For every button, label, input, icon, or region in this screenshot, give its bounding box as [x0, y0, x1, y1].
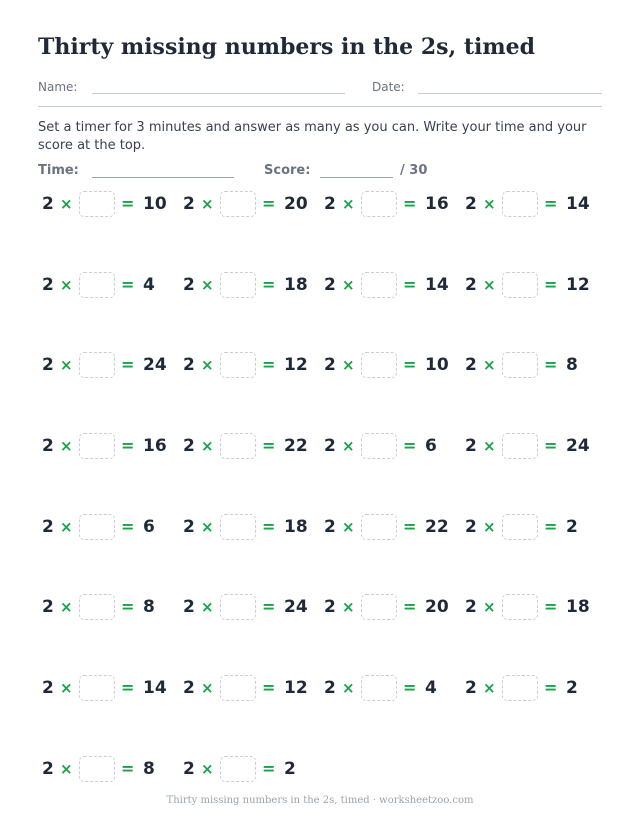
problem-factor: 2	[465, 436, 477, 456]
problem-item	[183, 514, 324, 542]
times-symbol: ×	[201, 518, 214, 536]
problem-product: 12	[566, 275, 590, 295]
score-field-line[interactable]	[320, 177, 393, 178]
answer-box[interactable]	[502, 675, 538, 701]
equals-symbol: =	[262, 436, 276, 455]
answer-box[interactable]	[79, 675, 115, 701]
problem-product: 22	[425, 517, 449, 537]
equals-symbol: =	[121, 436, 135, 455]
problem-item	[465, 514, 606, 542]
problem-item	[465, 191, 606, 219]
time-label: Time:	[38, 163, 79, 178]
problem-product: 8	[143, 597, 155, 617]
problem-factor: 2	[465, 275, 477, 295]
answer-box[interactable]	[79, 514, 115, 540]
problem-product: 20	[425, 597, 449, 617]
equals-symbol: =	[262, 759, 276, 778]
answer-box[interactable]	[502, 352, 538, 378]
problem-product: 6	[143, 517, 155, 537]
name-field-line[interactable]	[92, 93, 345, 94]
problem-product: 8	[566, 355, 578, 375]
problem-item	[42, 191, 183, 219]
answer-box[interactable]	[502, 272, 538, 298]
answer-box[interactable]	[79, 756, 115, 782]
problem-product: 18	[566, 597, 590, 617]
problem-factor: 2	[42, 194, 54, 214]
times-symbol: ×	[483, 195, 496, 213]
date-label: Date:	[372, 80, 405, 94]
problem-item	[42, 514, 183, 542]
problem-factor: 2	[183, 759, 195, 779]
times-symbol: ×	[201, 760, 214, 778]
equals-symbol: =	[121, 597, 135, 616]
equals-symbol: =	[544, 517, 558, 536]
answer-box[interactable]	[220, 594, 256, 620]
problem-factor: 2	[42, 436, 54, 456]
answer-box[interactable]	[361, 514, 397, 540]
answer-box[interactable]	[502, 514, 538, 540]
equals-symbol: =	[121, 678, 135, 697]
problem-item	[42, 756, 183, 784]
answer-box[interactable]	[361, 352, 397, 378]
answer-box[interactable]	[361, 675, 397, 701]
problem-item	[42, 272, 183, 300]
times-symbol: ×	[342, 679, 355, 697]
problem-item	[42, 675, 183, 703]
problem-factor: 2	[42, 275, 54, 295]
problem-factor: 2	[324, 678, 336, 698]
equals-symbol: =	[262, 355, 276, 374]
problem-factor: 2	[465, 355, 477, 375]
answer-box[interactable]	[220, 756, 256, 782]
times-symbol: ×	[60, 437, 73, 455]
times-symbol: ×	[60, 518, 73, 536]
times-symbol: ×	[483, 276, 496, 294]
problem-item	[324, 433, 465, 461]
problem-item	[324, 272, 465, 300]
equals-symbol: =	[544, 597, 558, 616]
problem-factor: 2	[42, 678, 54, 698]
problem-product: 10	[143, 194, 167, 214]
problem-item	[183, 433, 324, 461]
equals-symbol: =	[121, 355, 135, 374]
equals-symbol: =	[544, 436, 558, 455]
problem-item	[465, 272, 606, 300]
equals-symbol: =	[262, 517, 276, 536]
problem-product: 16	[425, 194, 449, 214]
problem-product: 24	[284, 597, 308, 617]
problem-factor: 2	[465, 597, 477, 617]
problem-factor: 2	[183, 275, 195, 295]
answer-box[interactable]	[220, 514, 256, 540]
problem-item	[324, 352, 465, 380]
equals-symbol: =	[121, 194, 135, 213]
problem-product: 24	[143, 355, 167, 375]
answer-box[interactable]	[361, 191, 397, 217]
times-symbol: ×	[342, 518, 355, 536]
equals-symbol: =	[403, 355, 417, 374]
times-symbol: ×	[201, 356, 214, 374]
problem-factor: 2	[324, 355, 336, 375]
time-score-row	[38, 163, 602, 183]
problem-factor: 2	[465, 517, 477, 537]
problem-item	[465, 433, 606, 461]
problem-factor: 2	[324, 436, 336, 456]
problem-factor: 2	[465, 194, 477, 214]
equals-symbol: =	[262, 275, 276, 294]
problem-product: 4	[425, 678, 437, 698]
problem-factor: 2	[42, 355, 54, 375]
answer-box[interactable]	[79, 594, 115, 620]
equals-symbol: =	[403, 517, 417, 536]
equals-symbol: =	[403, 275, 417, 294]
problem-factor: 2	[183, 517, 195, 537]
problem-item	[183, 352, 324, 380]
times-symbol: ×	[342, 598, 355, 616]
times-symbol: ×	[201, 598, 214, 616]
problem-factor: 2	[42, 517, 54, 537]
times-symbol: ×	[201, 437, 214, 455]
problem-product: 8	[143, 759, 155, 779]
times-symbol: ×	[201, 276, 214, 294]
problem-product: 6	[425, 436, 437, 456]
equals-symbol: =	[403, 194, 417, 213]
instructions-text: Set a timer for 3 minutes and answer as many as you can. Write your time and your score at the top.	[38, 120, 587, 153]
problem-factor: 2	[183, 355, 195, 375]
equals-symbol: =	[121, 275, 135, 294]
times-symbol: ×	[483, 437, 496, 455]
answer-box[interactable]	[361, 272, 397, 298]
answer-box[interactable]	[220, 272, 256, 298]
times-symbol: ×	[483, 679, 496, 697]
equals-symbol: =	[121, 517, 135, 536]
problem-item	[42, 433, 183, 461]
problem-factor: 2	[324, 517, 336, 537]
problem-item	[324, 514, 465, 542]
times-symbol: ×	[483, 518, 496, 536]
time-field-line[interactable]	[92, 177, 234, 178]
equals-symbol: =	[262, 597, 276, 616]
equals-symbol: =	[544, 275, 558, 294]
problem-factor: 2	[324, 275, 336, 295]
problem-factor: 2	[183, 436, 195, 456]
problem-item	[183, 594, 324, 622]
problem-product: 12	[284, 678, 308, 698]
problem-factor: 2	[183, 597, 195, 617]
problem-product: 2	[566, 517, 578, 537]
problem-product: 24	[566, 436, 590, 456]
equals-symbol: =	[262, 678, 276, 697]
problem-factor: 2	[465, 678, 477, 698]
score-label: Score:	[264, 163, 311, 178]
answer-box[interactable]	[361, 433, 397, 459]
problem-factor: 2	[42, 597, 54, 617]
answer-box[interactable]	[79, 191, 115, 217]
times-symbol: ×	[342, 356, 355, 374]
equals-symbol: =	[544, 355, 558, 374]
problem-item	[183, 756, 324, 784]
problem-product: 12	[284, 355, 308, 375]
answer-box[interactable]	[502, 433, 538, 459]
times-symbol: ×	[342, 437, 355, 455]
problem-product: 18	[284, 517, 308, 537]
times-symbol: ×	[60, 356, 73, 374]
problem-product: 14	[425, 275, 449, 295]
problem-item	[465, 675, 606, 703]
date-field-line[interactable]	[418, 93, 602, 94]
answer-box[interactable]	[220, 433, 256, 459]
times-symbol: ×	[201, 679, 214, 697]
equals-symbol: =	[403, 436, 417, 455]
times-symbol: ×	[60, 679, 73, 697]
problem-factor: 2	[183, 678, 195, 698]
problem-product: 16	[143, 436, 167, 456]
answer-box[interactable]	[502, 191, 538, 217]
answer-box[interactable]	[220, 675, 256, 701]
problem-factor: 2	[42, 759, 54, 779]
problem-item	[465, 594, 606, 622]
name-date-row	[38, 80, 602, 100]
answer-box[interactable]	[220, 352, 256, 378]
problem-product: 20	[284, 194, 308, 214]
times-symbol: ×	[60, 760, 73, 778]
times-symbol: ×	[60, 598, 73, 616]
answer-box[interactable]	[220, 191, 256, 217]
problem-item	[183, 272, 324, 300]
answer-box[interactable]	[502, 594, 538, 620]
problem-item	[183, 191, 324, 219]
times-symbol: ×	[342, 195, 355, 213]
problem-factor: 2	[324, 597, 336, 617]
times-symbol: ×	[483, 356, 496, 374]
problem-factor: 2	[324, 194, 336, 214]
problem-product: 2	[284, 759, 296, 779]
equals-symbol: =	[544, 678, 558, 697]
problem-item	[183, 675, 324, 703]
times-symbol: ×	[201, 195, 214, 213]
problem-item	[324, 675, 465, 703]
problem-product: 22	[284, 436, 308, 456]
name-label: Name:	[38, 80, 78, 94]
score-total: / 30	[400, 163, 428, 178]
equals-symbol: =	[121, 759, 135, 778]
equals-symbol: =	[403, 678, 417, 697]
problem-product: 10	[425, 355, 449, 375]
header-divider	[38, 106, 602, 107]
footer-text: Thirty missing numbers in the 2s, timed · worksheetzoo.com	[166, 795, 474, 806]
times-symbol: ×	[342, 276, 355, 294]
problem-item	[324, 594, 465, 622]
times-symbol: ×	[483, 598, 496, 616]
problem-product: 2	[566, 678, 578, 698]
problem-item	[465, 352, 606, 380]
problem-item	[42, 594, 183, 622]
problem-product: 4	[143, 275, 155, 295]
worksheet-title: Thirty missing numbers in the 2s, timed	[38, 34, 536, 60]
equals-symbol: =	[544, 194, 558, 213]
answer-box[interactable]	[79, 433, 115, 459]
problem-item	[42, 352, 183, 380]
problem-item	[324, 191, 465, 219]
equals-symbol: =	[403, 597, 417, 616]
problem-product: 14	[143, 678, 167, 698]
equals-symbol: =	[262, 194, 276, 213]
problem-product: 14	[566, 194, 590, 214]
answer-box[interactable]	[79, 272, 115, 298]
answer-box[interactable]	[79, 352, 115, 378]
answer-box[interactable]	[361, 594, 397, 620]
times-symbol: ×	[60, 276, 73, 294]
times-symbol: ×	[60, 195, 73, 213]
problem-factor: 2	[183, 194, 195, 214]
problem-product: 18	[284, 275, 308, 295]
